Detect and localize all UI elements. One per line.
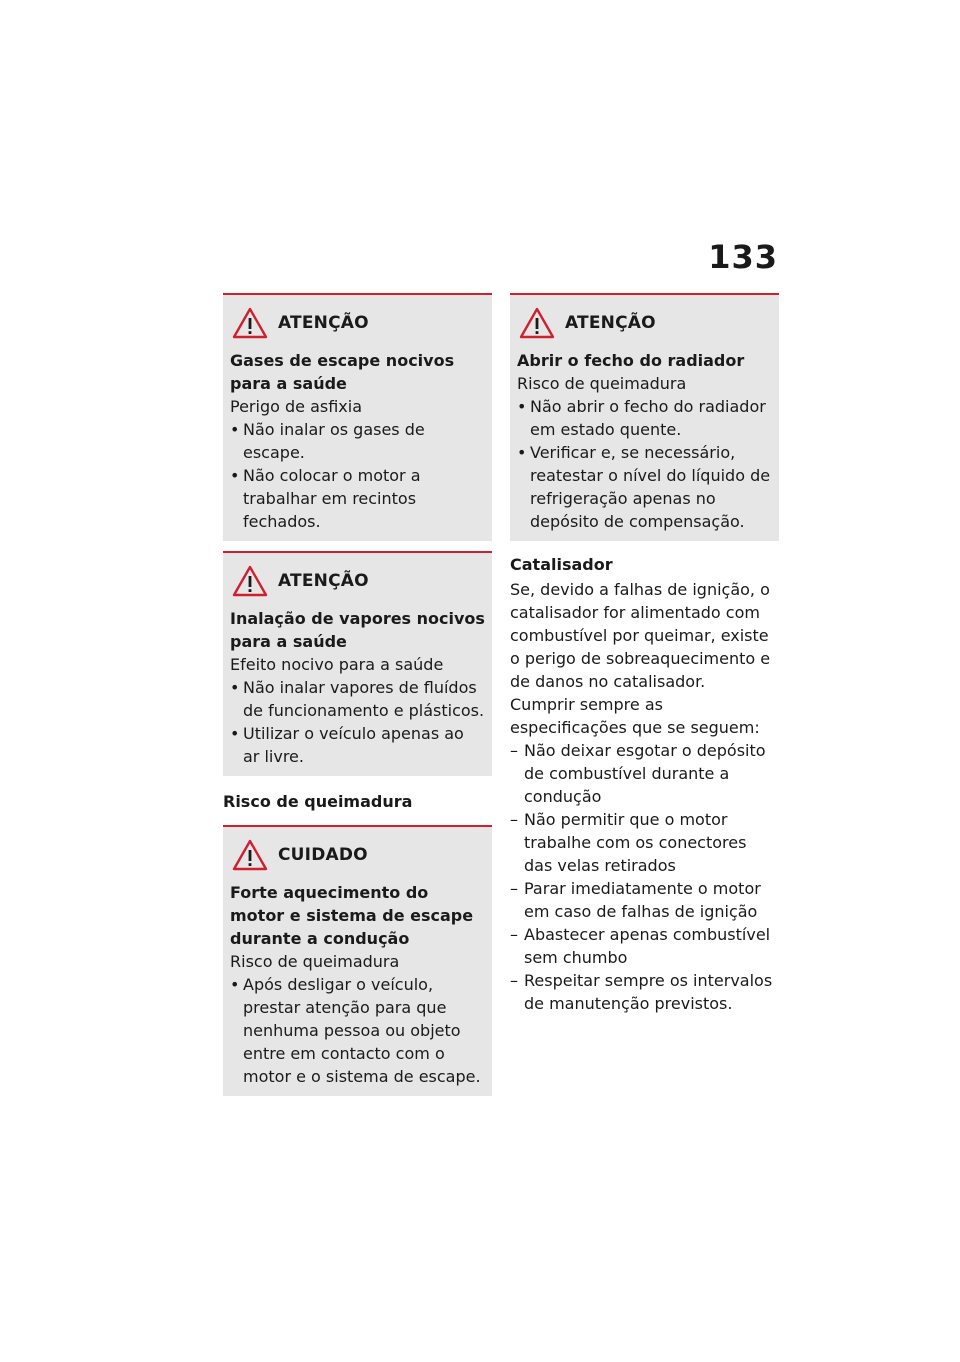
list-item: – Parar imediatamente o motor em caso de falhas de ignição	[510, 877, 779, 923]
bullet-item: • Não colocar o motor a trabalhar em recintos fechados.	[230, 464, 485, 533]
bullet-item: • Não inalar vapores de fluídos de funcionamento e plásticos.	[230, 676, 485, 722]
bullet-item: • Após desligar o veículo, prestar atenção para que nenhuma pessoa ou objeto entre em contacto com o motor e o sistema de escape.	[230, 973, 485, 1088]
section-title-burn-risk: Risco de queimadura	[223, 792, 413, 811]
page-number: 133	[708, 238, 778, 276]
notice-subtitle: Perigo de asfixia	[230, 397, 362, 416]
warning-triangle-icon	[232, 565, 268, 597]
left-column	[223, 293, 492, 1106]
notice-label: ATENÇÃO	[278, 313, 369, 333]
notice-header	[230, 565, 485, 597]
list-item: – Respeitar sempre os intervalos de manutenção previstos.	[510, 969, 779, 1015]
notice-label: ATENÇÃO	[565, 313, 656, 333]
notice-title: Gases de escape nocivos para a saúde	[230, 351, 455, 393]
notice-subtitle: Risco de queimadura	[517, 374, 687, 393]
body-paragraph: Se, devido a falhas de ignição, o catalisador for alimentado com combustível por queimar, existe o perigo de sobreaquecimento e de danos no catalisador.	[510, 580, 771, 691]
caution-box-engine-heat	[223, 825, 492, 1096]
bullet-item: • Utilizar o veículo apenas ao ar livre.	[230, 722, 485, 768]
warning-triangle-icon	[232, 307, 268, 339]
notice-title: Inalação de vapores nocivos para a saúde	[230, 609, 485, 651]
bullet-item: • Não inalar os gases de escape.	[230, 418, 485, 464]
list-item: – Abastecer apenas combustível sem chumbo	[510, 923, 779, 969]
warning-box-radiator-cap	[510, 293, 779, 541]
bullet-item: • Não abrir o fecho do radiador em estado quente.	[517, 395, 772, 441]
notice-subtitle: Efeito nocivo para a saúde	[230, 655, 444, 674]
section-title-catalytic-converter: Catalisador	[510, 555, 613, 574]
notice-header	[230, 307, 485, 339]
right-column	[510, 293, 779, 1015]
notice-subtitle: Risco de queimadura	[230, 952, 400, 971]
notice-label: ATENÇÃO	[278, 571, 369, 591]
notice-label: CUIDADO	[278, 845, 368, 865]
notice-title: Forte aquecimento do motor e sistema de escape durante a condução	[230, 883, 474, 948]
notice-header	[230, 839, 485, 871]
warning-box-harmful-vapors	[223, 551, 492, 776]
notice-title: Abrir o fecho do radiador	[517, 351, 745, 370]
list-item: – Não deixar esgotar o depósito de combustível durante a condução	[510, 739, 779, 808]
warning-box-exhaust-gases	[223, 293, 492, 541]
body-paragraph: Cumprir sempre as especificações que se seguem:	[510, 695, 760, 737]
bullet-item: • Verificar e, se necessário, reatestar o nível do líquido de refrigeração apenas no depósito de compensação.	[517, 441, 772, 533]
warning-triangle-icon	[519, 307, 555, 339]
notice-header	[517, 307, 772, 339]
warning-triangle-icon	[232, 839, 268, 871]
list-item: – Não permitir que o motor trabalhe com os conectores das velas retirados	[510, 808, 779, 877]
